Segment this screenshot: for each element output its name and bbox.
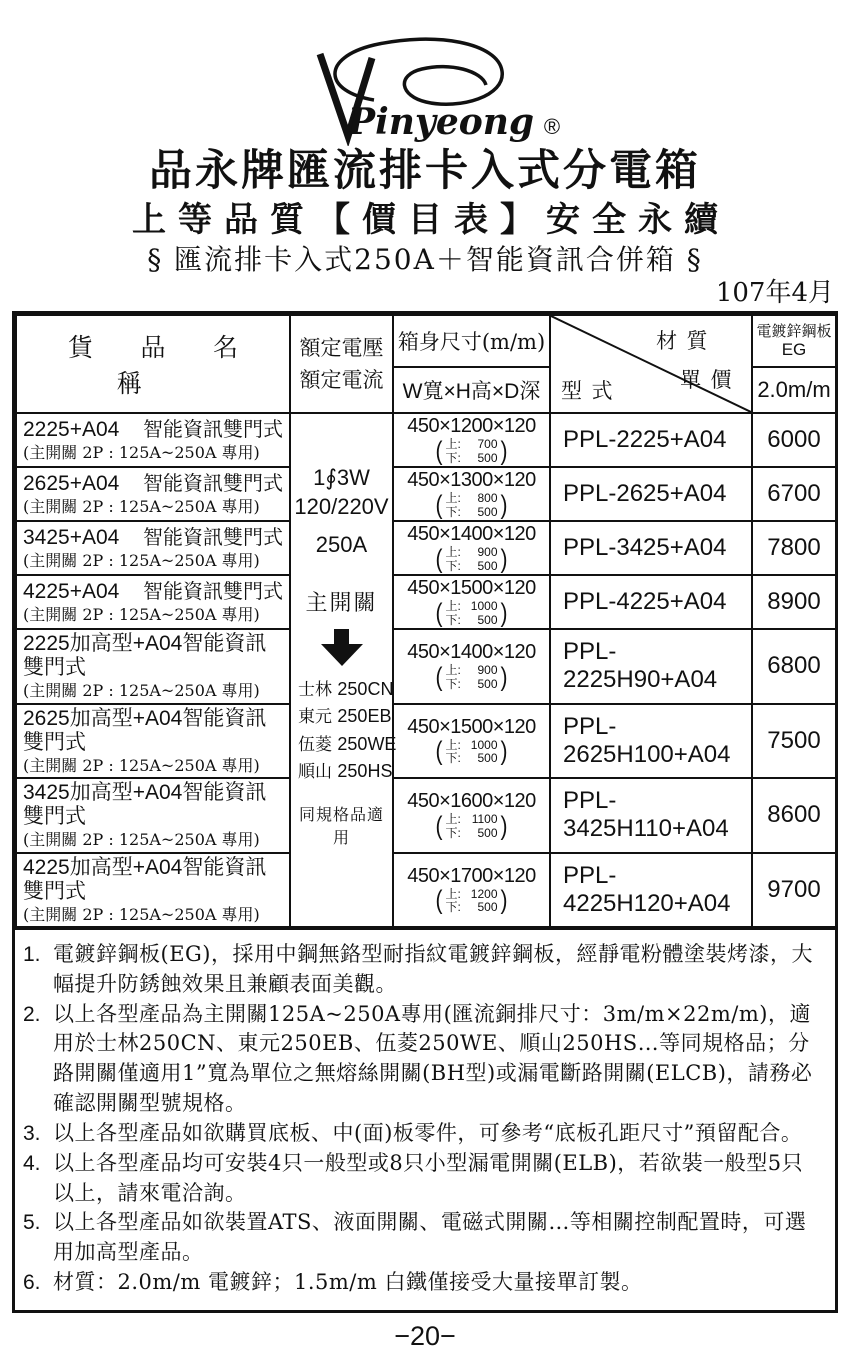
box-dimensions: 450×1500×120 [407,715,536,738]
price: 6700 [752,467,836,521]
header-steel-sheet [752,315,836,367]
note-number: 2. [23,1002,41,1026]
door-split: ( 上: 900 下: 500 ) [435,544,508,574]
model-number: PPL-2625H100+A04 [550,704,752,778]
note-text: 電鍍鋅鋼板(EG)，採用中鋼無鉻型耐指紋電鍍鋅鋼板，經靜電粉體塗裝烤漆，大幅提升防銹蝕效果且兼顧表面美觀。 [53,942,813,996]
note-item [23,1119,823,1149]
model-number: PPL-2625+A04 [550,467,752,521]
price: 6800 [752,629,836,703]
note-number: 4. [23,1151,41,1175]
product-style: 智能資訊雙門式 [143,417,283,441]
down-arrow-icon [320,629,364,666]
model-number: PPL-2225H90+A04 [550,629,752,703]
product-code: 3425加高型+A04智能資訊雙門式 [23,781,267,829]
brand-wordmark: Pinyeong [347,101,534,143]
box-dimensions: 450×1600×120 [407,790,536,813]
table-row [16,521,836,575]
product-note: (主開關 2P : 125A~250A 專用) [23,605,260,625]
product-note: (主開關 2P : 125A~250A 專用) [23,830,260,850]
product-note: (主開關 2P : 125A~250A 專用) [23,497,260,517]
note-item [23,1000,823,1119]
door-split: ( 上: 1000 下: 500 ) [435,598,508,628]
model-number: PPL-2225+A04 [550,413,752,467]
product-note: (主開關 2P : 125A~250A 專用) [23,755,260,775]
header-model: 型式 [561,379,622,404]
table-row [16,575,836,629]
note-text: 以上各型產品如欲購買底板、中(面)板零件，可參考“底板孔距尺寸”預留配合。 [53,1120,803,1145]
price: 6000 [752,413,836,467]
note-item [23,1208,823,1268]
box-dimensions: 450×1400×120 [407,522,536,545]
box-dimensions: 450×1300×120 [407,468,536,491]
product-note: (主開關 2P : 125A~250A 專用) [23,681,260,701]
door-split: ( 上: 1200 下: 500 ) [435,886,508,916]
product-note: (主開關 2P : 125A~250A 專用) [23,904,260,924]
pinyeong-logo-icon [290,26,540,146]
header-material-price-model [550,315,752,413]
table-row [16,467,836,521]
note-number: 3. [23,1121,41,1145]
price-sheet [12,311,838,1313]
price: 8600 [752,778,836,852]
door-split: ( 上: 700 下: 500 ) [435,436,508,466]
header-rating [290,315,393,413]
notes-section [15,928,835,1310]
product-style: 智能資訊雙門式 [143,579,283,603]
note-text: 材質：2.0m/m 電鍍鋅；1.5m/m 白鐵僅接受大量接單訂製。 [53,1269,643,1294]
table-row [16,413,836,467]
model-number: PPL-4225+A04 [550,575,752,629]
door-split: ( 上: 900 下: 500 ) [435,662,508,692]
price: 7800 [752,521,836,575]
product-note: (主開關 2P : 125A~250A 專用) [23,551,260,571]
brand-item: 伍菱 250WE [298,733,397,755]
note-number: 5. [23,1211,41,1235]
header-thickness: 2.0m/m [752,367,836,413]
product-code: 2225+A04 [23,418,120,441]
voltage-spec: 120/220V [294,493,389,519]
door-split: ( 上: 1000 下: 500 ) [435,737,508,767]
same-spec-note: 同規格品適用 [298,804,384,847]
header-unit-price: 單價 [680,368,741,393]
table-row [16,704,836,778]
product-code: 4225加高型+A04智能資訊雙門式 [23,855,267,903]
door-split: ( 上: 1100 下: 500 ) [435,811,508,841]
header-box-dimensions: 箱身尺寸(m/m) [393,315,550,367]
brand-item: 東元 250EB [298,706,392,728]
product-code: 2625加高型+A04智能資訊雙門式 [23,706,267,754]
door-split: ( 上: 800 下: 500 ) [435,490,508,520]
header-rated-current: 額定電流 [299,368,384,393]
header-material: 材質 [656,329,717,354]
page-title: 品永牌匯流排卡入式分電箱 [149,146,701,196]
compatible-brands-list [291,676,397,786]
table-header-row [16,315,836,367]
price-table [15,314,837,928]
box-dimensions: 450×1200×120 [407,414,536,437]
header-rated-voltage: 額定電壓 [299,335,384,360]
note-item [23,1149,823,1209]
main-switch-label: 主開關 [305,590,378,616]
page-subtitle: 上等品質【價目表】安全永續 [132,200,730,241]
header-steel-sheet-name: 電鍍鋅鋼板 [756,321,832,340]
table-row [16,853,836,927]
note-text: 以上各型產品為主開關125A~250A專用(匯流銅排尺寸：3m/m×22m/m)，適用於士林250CN、東元250EB、伍菱250WE、順山250HS…等同規格品；分路開關僅適用1”寬為單位之無熔絲開關(BH型)或漏電斷路開關(ELCB)，請務必確認開關型號規格。 [53,1001,813,1116]
registered-mark: ® [543,114,561,139]
product-code: 4225+A04 [23,580,120,603]
rating-cell [290,413,397,927]
note-number: 6. [23,1270,41,1294]
series-line: § 匯流排卡入式250A＋智能資訊合併箱 § [147,243,703,277]
note-item [23,940,823,1000]
page-number: −20− [394,1320,456,1351]
table-row [16,778,836,852]
note-number: 1. [23,943,41,967]
phase-spec: 1∮3W [313,465,370,491]
brand-logo [0,22,850,146]
product-code: 2225加高型+A04智能資訊雙門式 [23,632,267,680]
header-steel-sheet-code: EG [781,340,807,360]
model-number: PPL-3425H110+A04 [550,778,752,852]
price: 7500 [752,704,836,778]
model-number: PPL-4225H120+A04 [550,853,752,927]
product-code: 3425+A04 [23,526,120,549]
product-style: 智能資訊雙門式 [143,525,283,549]
box-dimensions: 450×1700×120 [407,864,536,887]
table-row [16,629,836,703]
header-product-name: 貨品名稱 [16,315,290,413]
issue-date: 107年4月 [715,277,834,308]
box-dimensions: 450×1400×120 [407,641,536,664]
product-code: 2625+A04 [23,472,120,495]
price: 8900 [752,575,836,629]
price: 9700 [752,853,836,927]
brand-item: 順山 250HS [298,761,393,783]
header-whd: W寬×H高×D深 [393,367,550,413]
product-style: 智能資訊雙門式 [143,471,283,495]
brand-item: 士林 250CN [298,678,394,700]
note-text: 以上各型產品如欲裝置ATS、液面開關、電磁式開關…等相關控制配置時，可選用加高型產品。 [53,1210,807,1265]
model-number: PPL-3425+A04 [550,521,752,575]
note-item [23,1268,823,1298]
box-dimensions: 450×1500×120 [407,576,536,599]
current-spec: 250A [315,532,368,558]
note-text: 以上各型產品均可安裝4只一般型或8只小型漏電開關(ELB)，若欲裝一般型5只以上，請來電洽詢。 [53,1150,804,1205]
product-note: (主開關 2P : 125A~250A 專用) [23,443,260,463]
